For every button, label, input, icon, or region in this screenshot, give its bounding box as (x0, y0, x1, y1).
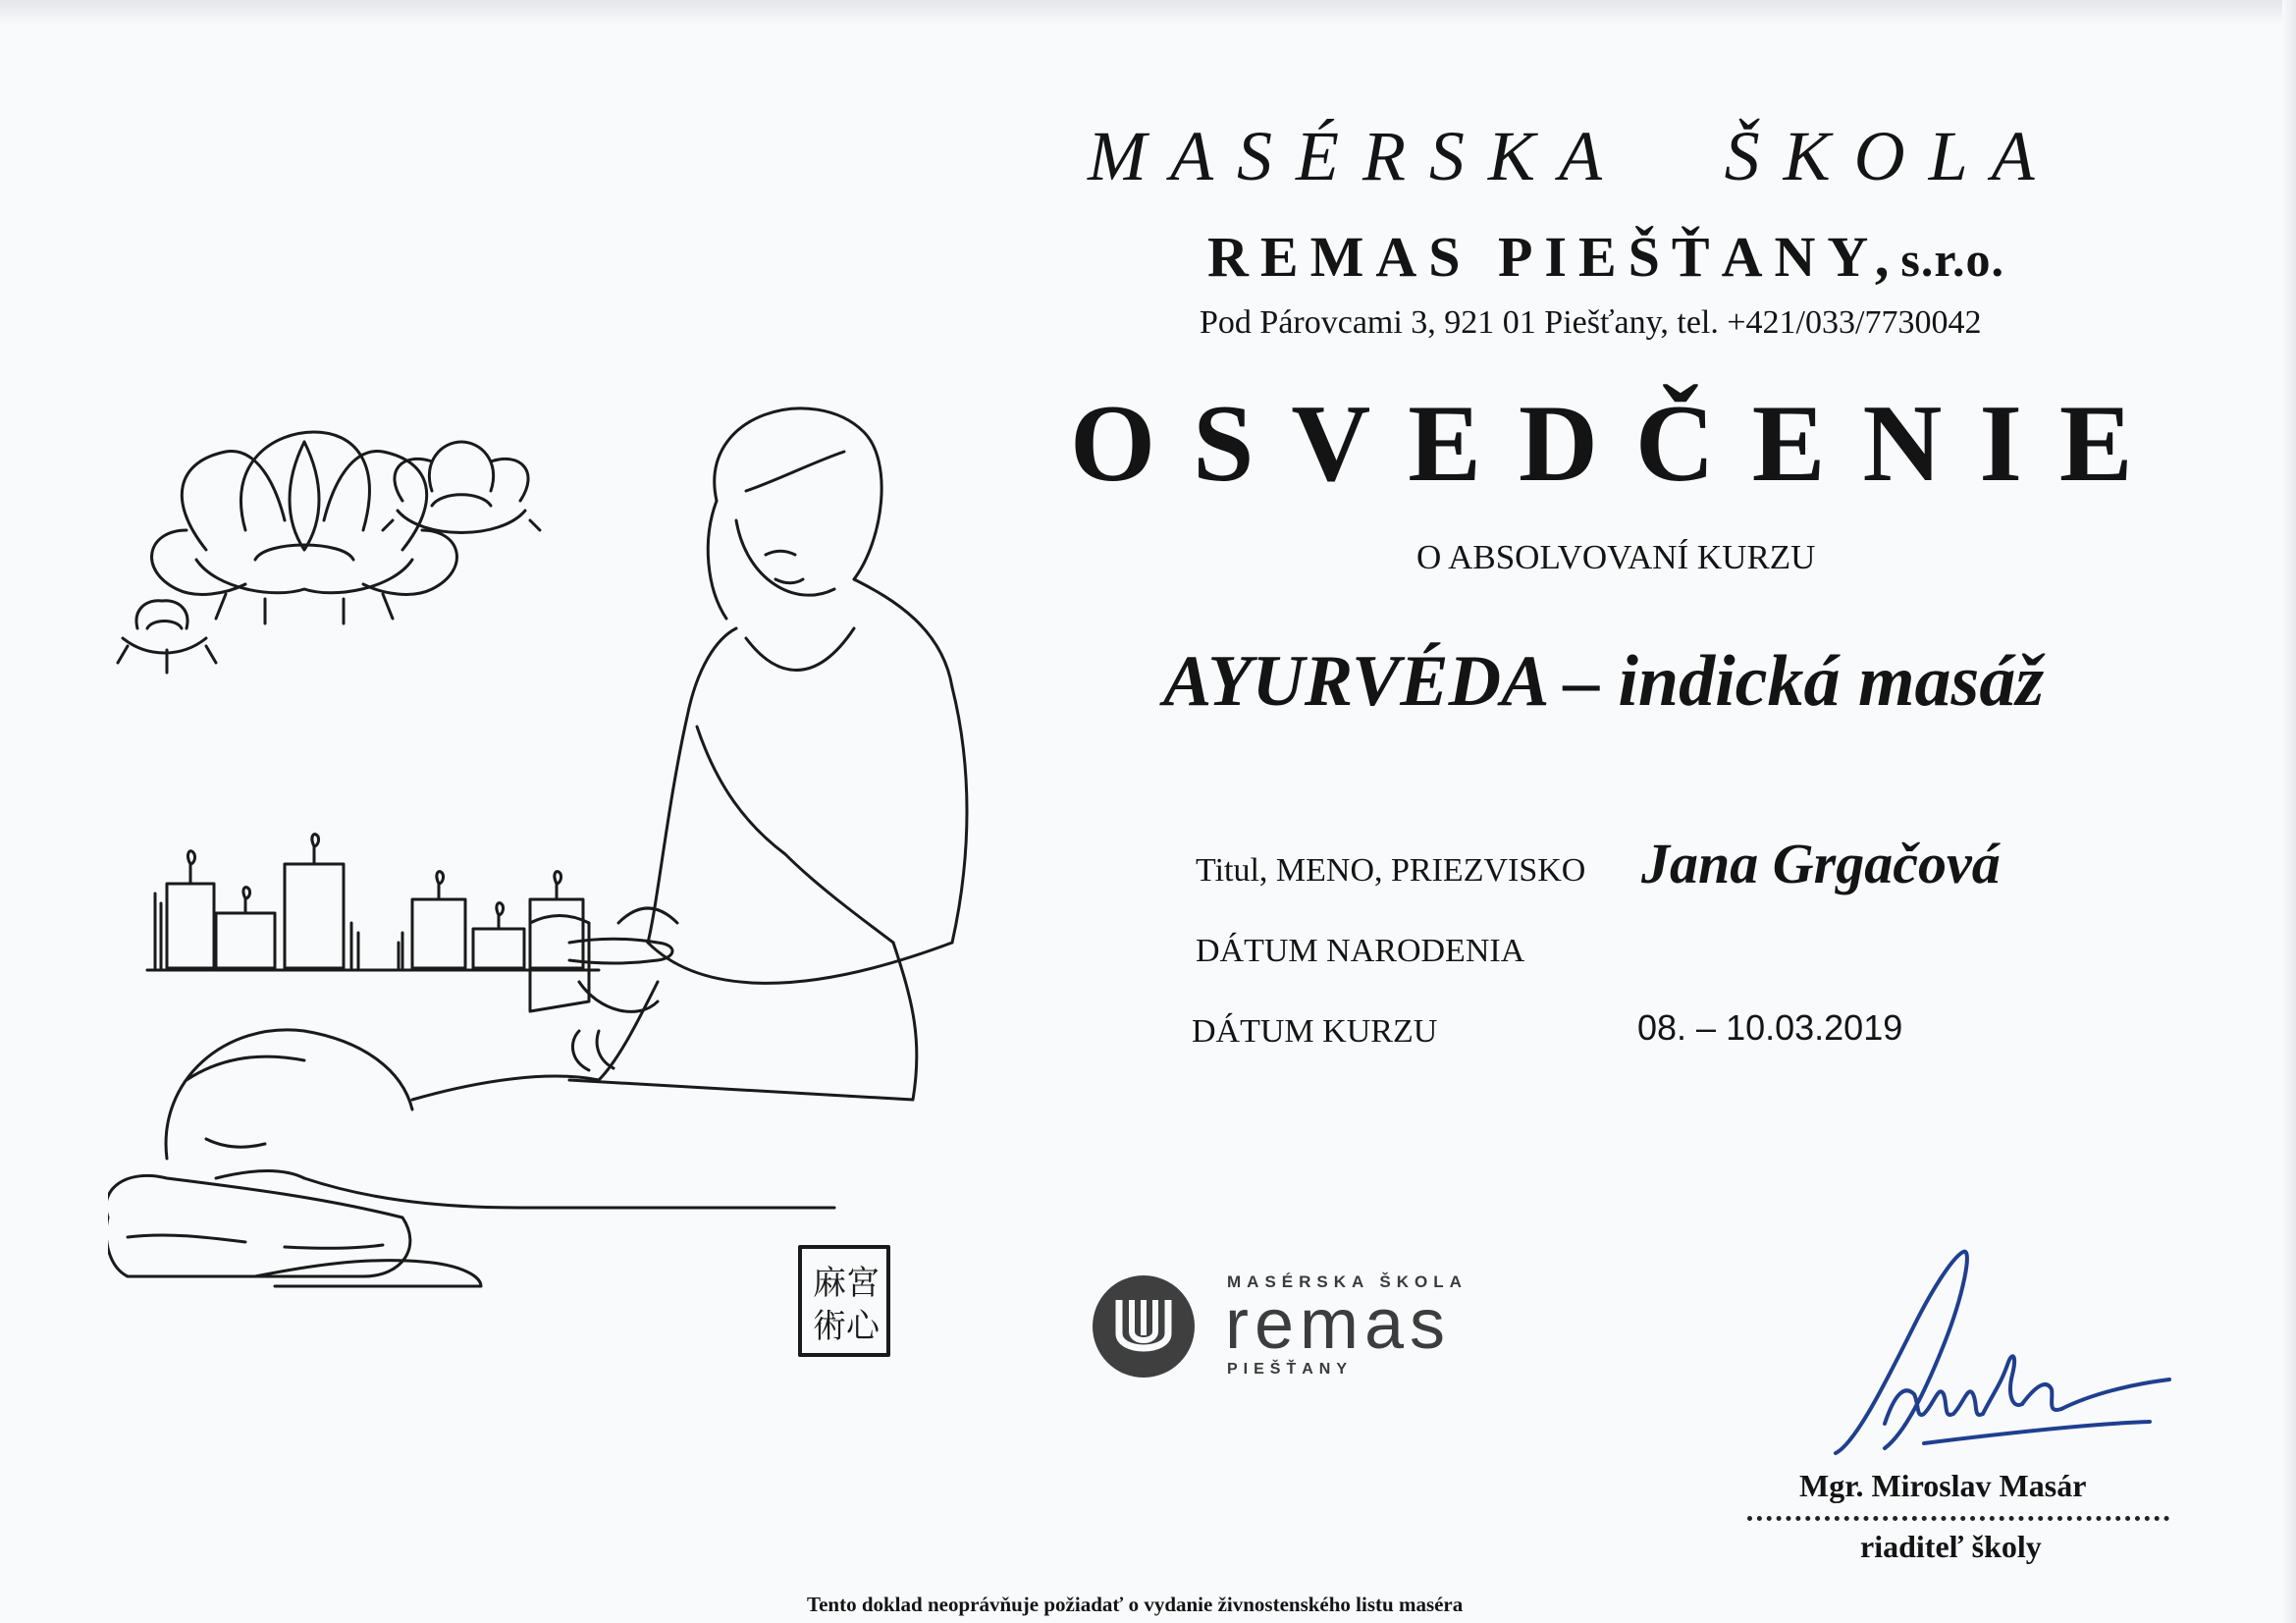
footer-note: Tento doklad neoprávňuje požiadať o vydanie živnostenského listu maséra (807, 1593, 1464, 1616)
svg-text:術心: 術心 (813, 1307, 880, 1346)
remas-logo (1090, 1263, 1468, 1390)
course-date-value: 08. – 10.03.2019 (1637, 1007, 1903, 1048)
school-address: Pod Párovcami 3, 921 01 Piešťany, tel. +421/033/7730042 (1200, 304, 1982, 341)
signer-name: Mgr. Miroslav Masár (1799, 1468, 2087, 1503)
seal-stamp (800, 1247, 888, 1355)
course-date-label: DÁTUM KURZU (1192, 1013, 1438, 1050)
birth-date-label: DÁTUM NARODENIA (1196, 933, 1525, 969)
svg-text:麻宮: 麻宮 (813, 1264, 880, 1303)
lotus-flower-right (383, 442, 540, 533)
certificate-title: OSVEDČENIE (1070, 383, 2170, 505)
name-value: Jana Grgačová (1641, 832, 2001, 895)
logo-top-text: MASÉRSKA ŠKOLA (1227, 1272, 1468, 1291)
client-figure (108, 1030, 834, 1286)
certificate-subtitle: O ABSOLVOVANÍ KURZU (1416, 538, 1816, 576)
legal-suffix: s.r.o. (1900, 232, 2004, 287)
school-name-text: REMAS PIEŠŤANY, (1207, 225, 1901, 289)
scan-edge-top (0, 0, 2296, 26)
lotus-flower-small (118, 601, 216, 673)
signer-role: riaditeľ školy (1860, 1529, 2042, 1564)
school-title: MASÉRSKA ŠKOLA (1088, 117, 2058, 195)
signature-line (1747, 1516, 2169, 1521)
scan-edge-right (2282, 0, 2296, 1623)
massage-illustration (108, 393, 1090, 1375)
handwritten-signature (1826, 1247, 2179, 1502)
masseuse-figure (530, 408, 967, 1100)
logo-bottom-text: PIEŠŤANY (1227, 1361, 1354, 1378)
course-name: AYURVÉDA – indická masáž (1163, 641, 2045, 722)
school-name (1207, 224, 2004, 290)
remas-logo-mark (1090, 1272, 1198, 1380)
logo-main-text: remas (1225, 1285, 1452, 1364)
name-label: Titul, MENO, PRIEZVISKO (1196, 852, 1586, 889)
